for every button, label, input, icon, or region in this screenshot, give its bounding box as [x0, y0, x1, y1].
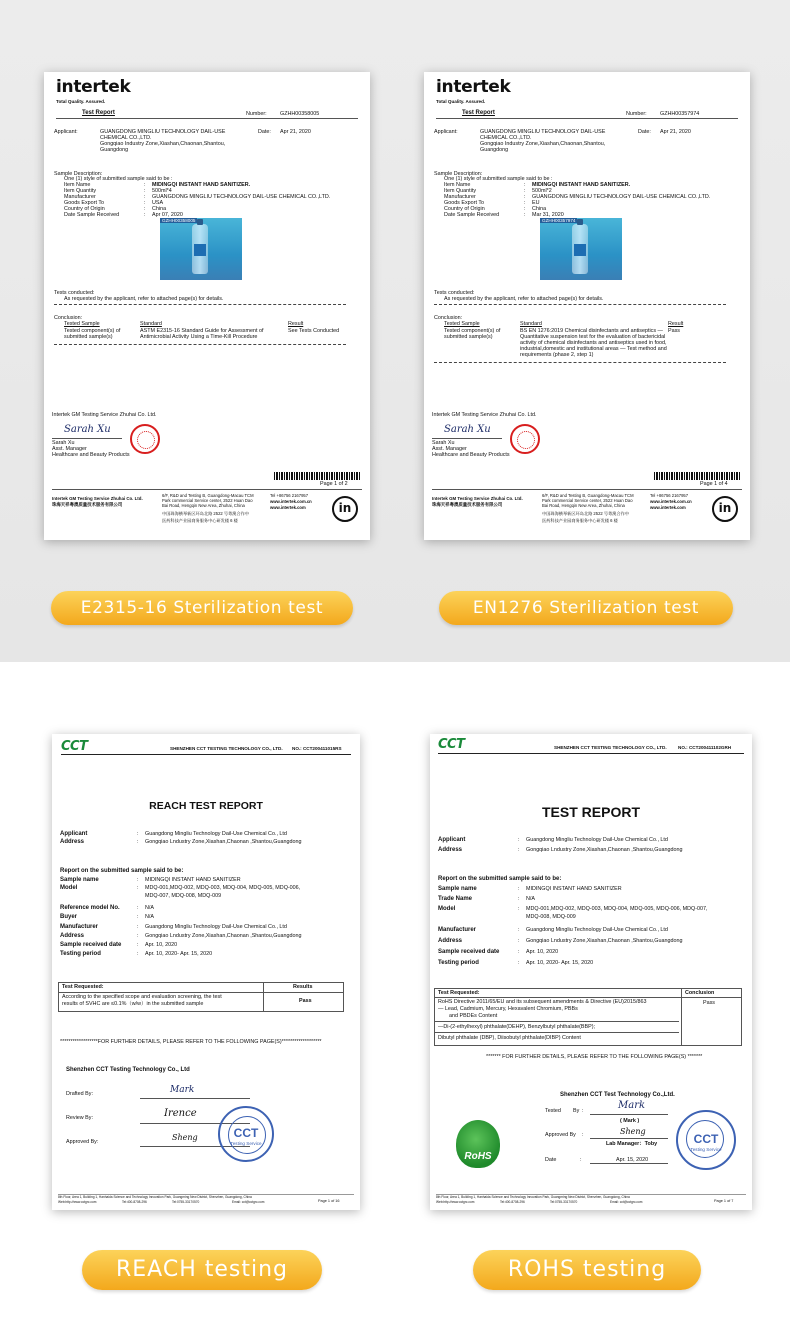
footer-address-1: 6/F, R&D and Testing B, Guangdong-Macau TCM	[542, 493, 634, 498]
report-number: GZHH00358005	[280, 111, 320, 117]
intertek-certificate-1: intertek Total Quality. Assured. Test Report Number: GZHH00358005 Applicant: GUANGDONG MINGLIU TECHNOLOGY DAIL-USE CHEMICAL CO.,LTD. Gongqiao Industry Zone,Xiashan,Chaonan,Shantou, Guangdong Date: Apr 21, 2020 Sample Description: One (1) style of submitted sample said to be : Item Name Item Quantity Manufacturer Goods Export To Country of Origin Date Sample Received : : : : : : MIDINGQI INSTANT HAND SANITIZER. 500ml*4 GUANGDONG MINGLIU TECHNOLOGY DAIL-USE CHEMICAL CO.,LTD. USA China Apr 07, 2020 GZHH00358005 Tests conducted: As requested by the applicant, refer to attached page(s) for details. Conclusion: Tested Sample Standard Result Tested component(s) of submitted sample(s) ASTM E2315-16 Standard Guide for Assessment of Antimicrobial Activity Using a Time-Kill Procedure See Tests Conducted Intertek GM Testing Service Zhuhai Co. Ltd. Sarah Xu Sarah Xu Asst. Manager Healthcare and Beauty Products Page 1 of 2 Intertek GM Testing Service Zhuhai Co. Ltd. 珠海天祥粤澳质量技术服务有限公司 6/F, R&D and Testing B, Guangdong-Macau TCM Park commercial Service center, 2522 Huan Dao Bai Road, Hengqin New Area, Zhuhai, China 中国珠海横琴新区环岛北路 2522 号粤澳合作中 医药科技产业园商务服务中心研发楼 6 楼 Tel +86756 2167957 www.intertek.com.cn www.intertek.com in	[44, 72, 370, 540]
standard-line: industrial,domestic and institutional areas — Test method and	[520, 346, 667, 352]
footer-company: Intertek GM Testing Service Zhuhai Co. Ltd.	[52, 496, 143, 501]
applicant-label: Applicant	[438, 837, 466, 843]
standard-line: requirements (phase 2, step 1)	[520, 352, 594, 358]
export-value: USA	[152, 200, 164, 206]
applicant-line-4: Guangdong	[100, 147, 129, 153]
footer-fax: Tel:0755-33170570	[172, 1200, 200, 1204]
standard-line: Quantitative suspension test for the evaluation of bactericidal	[520, 334, 666, 340]
received-label: Sample received date	[438, 949, 500, 955]
tested-label: Tested	[545, 1108, 561, 1114]
received-label: Date Sample Received	[444, 212, 500, 218]
footer-address-5: 医药科技产业园商务服务中心研发楼 6 楼	[162, 518, 238, 523]
caption-e2315: E2315-16 Sterilization test	[51, 591, 353, 625]
cct-logo: CCT	[438, 737, 465, 752]
review-signature: Irence	[164, 1108, 197, 1119]
col-sample: Tested Sample	[64, 321, 100, 327]
address-label-2: Address	[60, 933, 85, 939]
sample-name-value: MIDINGQI INSTANT HAND SANITIZER	[145, 877, 241, 883]
buyer-value: N/A	[145, 914, 154, 920]
report-number: GZHH00357974	[660, 111, 700, 117]
footer-tel: Tel +86756 2167957	[270, 493, 309, 498]
results-label: Results	[293, 984, 313, 990]
report-title: Test Report	[82, 110, 115, 116]
tests-text: As requested by the applicant, refer to attached page(s) for details.	[444, 296, 604, 302]
model-label: Model	[60, 885, 78, 891]
test-requested-label: Test Requested:	[438, 990, 480, 996]
component-line-1: Tested component(s) of	[444, 328, 501, 334]
test-line-5: Dibutyl phthalate (DBP), Diisobutyl phthalate(DIBP) Content	[438, 1035, 581, 1041]
item-quantity-value: 500ml*4	[152, 188, 172, 194]
address-label: Address	[438, 847, 463, 853]
sample-name-label: Sample name	[60, 877, 99, 883]
buyer-label: Buyer	[60, 914, 78, 920]
red-seal	[510, 424, 540, 454]
number-label: Number:	[626, 111, 647, 117]
applicant-value: Guangdong Mingliu Technology Dail-Use Chemical Co., Ltd	[526, 837, 668, 843]
sample-name-value: MIDINGQI INSTANT HAND SANITIZER	[526, 886, 622, 892]
applicant-line-3: Gongqiao Industry Zone,Xiashan,Chaonan,Shantou,	[480, 141, 606, 147]
item-quantity-label: Item Quantity	[444, 188, 477, 194]
footer-web-cn: www.intertek.com.cn	[650, 499, 692, 504]
standard-line: activity of chemical disinfectants and antiseptics used in food,	[520, 340, 667, 346]
received-label: Sample received date	[60, 942, 122, 948]
footer-tel: Tel:400-8708-296	[500, 1200, 525, 1204]
lab-manager: Lab Manager：Toby	[606, 1141, 658, 1147]
received-value: Apr 07, 2020	[152, 212, 183, 218]
address-label: Address	[60, 839, 85, 845]
applicant-line-1: GUANGDONG MINGLIU TECHNOLOGY DAIL-USE	[100, 129, 226, 135]
scope-line-2: results of SVHC are ≤0.1%（w/w）in the submitted sample	[62, 1001, 204, 1007]
sample-name-label: Sample name	[438, 886, 477, 892]
sample-desc-intro: One (1) style of submitted sample said to be :	[64, 176, 173, 182]
model-value-2: MDQ-007, MDQ-008, MDQ-009	[145, 893, 222, 899]
sample-desc-intro: One (1) style of submitted sample said to be :	[444, 176, 553, 182]
barcode	[274, 472, 360, 480]
seal-text: CCT	[233, 1126, 259, 1140]
signer-title: Asst. Manager	[52, 446, 87, 452]
period-label: Testing period	[438, 960, 479, 966]
service-name: Intertek GM Testing Service Zhuhai Co. Ltd.	[432, 412, 537, 418]
barcode	[654, 472, 740, 480]
item-name-label: Item Name	[64, 182, 91, 188]
standard-line: Antimicrobial Activity Using a Time-Kill Procedure	[140, 334, 258, 340]
intertek-certificate-2: intertek Total Quality. Assured. Test Report Number: GZHH00357974 Applicant: GUANGDONG MINGLIU TECHNOLOGY DAIL-USE CHEMICAL CO.,LTD. Gongqiao Industry Zone,Xiashan,Chaonan,Shantou, Guangdong Date: Apr 21, 2020 Sample Description: One (1) style of submitted sample said to be : Item Name Item Quantity Manufacturer Goods Export To Country of Origin Date Sample Received : : : : : : MIDINGQI INSTANT HAND SANITIZER. 500ml*2 GUANGDONG MINGLIU TECHNOLOGY DAIL-USE CHEMICAL CO.,LTD. EU China Mar 31, 2020 GZHH00357974 Tests conducted: As requested by the applicant, refer to attached page(s) for details. Conclusion: Tested Sample Standard Result Tested component(s) of submitted sample(s) BS EN 1276:2019 Chemical disinfectants and antiseptics — Quantitative suspension test for the evaluation of bactericidal activity of chemical disinfectants and antiseptics used in food, industrial,domestic and institutional areas — Test method and requirements (phase 2, step 1) Pass Intertek GM Testing Service Zhuhai Co. Ltd. Sarah Xu Sarah Xu Asst. Manager Healthcare and Beauty Products Page 1 of 4 Intertek GM Testing Service Zhuhai Co. Ltd. 珠海天祥粤澳质量技术服务有限公司 6/F, R&D and Testing B, Guangdong-Macau TCM Park commercial Service center, 2522 Huan Dao Bai Road, Hengqin New Area, Zhuhai, China 中国珠海横琴新区环岛北路 2522 号粤澳合作中 医药科技产业园商务服务中心研发楼 6 楼 Tel +86756 2167957 www.intertek.com.cn www.intertek.com in	[424, 72, 750, 540]
sample-photo	[540, 218, 622, 280]
seal-subtext: Testing Service	[230, 1141, 262, 1146]
approved-signature: Sheng	[172, 1133, 198, 1142]
period-value: Apr. 10, 2020- Apr. 15, 2020	[526, 960, 594, 966]
ref-label: Reference model No.	[60, 905, 120, 911]
footer-web-cn: www.intertek.com.cn	[270, 499, 312, 504]
applicant-label: Applicant:	[54, 129, 78, 135]
test-line-2: — Lead, Cadmium, Mercury, Hexavalent Chromium, PBBs	[438, 1006, 578, 1012]
footer-company-cn: 珠海天祥粤澳质量技术服务有限公司	[432, 502, 503, 507]
conclusion-table	[434, 988, 742, 1046]
rohs-certificate: CCT SHENZHEN CCT TESTING TECHNOLOGY CO., LTD. NO.: CCT200411102GRH TEST REPORT Applicant Address : : Guangdong Mingliu Technology Dail-Use Chemical Co., Ltd Gongqiao Lndustry Zone,Xiashan,Chaonan ,Shantou,Guangdong Report on the submitted sample said to be: Sample name Trade Name Model Manufacturer Address Sample received date Testing period : : : : : : : MIDINGQI INSTANT HAND SANITIZER N/A MDQ-001,MDQ-002, MDQ-003, MDQ-004, MDQ-005, MDQ-006, MDQ-007, MDQ-008, MDQ-009 Guangdong Mingliu Technology Dail-Use Chemical Co., Ltd Gongqiao Lndustry Zone,Xiashan,Chaonan ,Shantou,Guangdong Apr. 10, 2020 Apr. 10, 2020- Apr. 15, 2020 Test Requested: Conclusion RoHS Directive 2011/65/EU and its subsequent amendments & Directive (EU)2015/863 — Lead, Cadmium, Mercury, Hexavalent Chromium, PBBs and PBDEs Content —Di-(2-ethylhexyl) phthalate(DEHP), Benzylbutyl phthalate(BBP); Dibutyl phthalate (DBP), Diisobutyl phthalate(DIBP) Content Pass ******* FOR FURTHER DETAILS, PLEASE REFER TO THE FOLLOWING PAGE(S) ******* Shenzhen CCT Test Technology Co.,Ltd. Tested By : Mark ( Mark ) Approved By : Sheng Lab Manager：Toby Date : Apr. 15, 2020 RoHS CCT Testing Service 8th Floor, Area 1, Building 1, Hanhaida Science and Technology Innovation Park, Guangming New District, Shenzhen, Guangdong, China Page 1 of 7 Web:http://www.cctgrc.com Tel:400-8708-296 Tel:0755-33170570 Email: cct@cctgrc.com	[430, 734, 752, 1210]
address-value: Gongqiao Lndustry Zone,Xiashan,Chaonan ,Shantou,Guangdong	[145, 839, 302, 845]
date-label: Date:	[258, 129, 271, 135]
report-title: TEST REPORT	[541, 804, 640, 820]
intertek-in-logo: in	[332, 496, 358, 522]
applicant-line-4: Guangdong	[480, 147, 509, 153]
report-number: NO.: CCT200411015RS	[292, 746, 342, 751]
applicant-line-3: Gongqiao Industry Zone,Xiashan,Chaonan,Shantou,	[100, 141, 226, 147]
page-number: Page 1 of 16	[318, 1199, 340, 1203]
reach-certificate: CCT SHENZHEN CCT TESTING TECHNOLOGY CO., LTD. NO.: CCT200411015RS REACH TEST REPORT Applicant Address : : Guangdong Mingliu Technology Dail-Use Chemical Co., Ltd Gongqiao Lndustry Zone,Xiashan,Chaonan ,Shantou,Guangdong Report on the submitted sample said to be: Sample name Model Reference model No. Buyer Manufacturer Address Sample received date Testing period : : : : : : : : MIDINGQI INSTANT HAND SANITIZER MDQ-001,MDQ-002, MDQ-003, MDQ-004, MDQ-005, MDQ-006, MDQ-007, MDQ-008, MDQ-009 N/A N/A Guangdong Mingliu Technology Dail-Use Chemical Co., Ltd Gongqiao Lndustry Zone,Xiashan,Chaonan ,Shantou,Guangdong Apr. 10, 2020 Apr. 10, 2020- Apr. 15, 2020 Test Requested: Results According to the specified scope and evaluation screening, the test results of SVHC are ≤0.1%（w/w）in the submitted sample Pass ******************FOR FURTHER DETAILS, PLEASE REFER TO THE FOLLOWING PAGE(S)******************* Shenzhen CCT Testing Technology Co., Ltd Drafted By: Mark Review By: Irence Approved By: Sheng CCT Testing Service 8th Floor, Area 1, Building 1, Hanhaida Science and Technology Innovation Park, Guangming New District, Shenzhen, Guangdong, China Page 1 of 16 Web:http://www.cctgrc.com Tel:400-8708-296 Tel:0755-33170570 Email: cct@cctgrc.com	[52, 734, 360, 1210]
footer-address-4: 中国珠海横琴新区环岛北路 2522 号粤澳合作中	[162, 511, 250, 516]
applicant-value: Guangdong Mingliu Technology Dail-Use Chemical Co., Ltd	[145, 831, 287, 837]
item-name-value: MIDINGQI INSTANT HAND SANITIZER.	[532, 182, 631, 188]
signer-dept: Healthcare and Beauty Products	[432, 452, 510, 458]
footer-address-2: Park commercial Service center, 2522 Huan Dao	[542, 498, 633, 503]
period-label: Testing period	[60, 951, 101, 957]
manufacturer-label: Manufacturer	[64, 194, 96, 200]
footer-address-5: 医药科技产业园商务服务中心研发楼 6 楼	[542, 518, 618, 523]
page-number: Page 1 of 4	[700, 481, 728, 487]
review-label: Review By:	[66, 1115, 93, 1121]
address-value: Gongqiao Lndustry Zone,Xiashan,Chaonan ,Shantou,Guangdong	[526, 847, 683, 853]
col-standard: Standard	[520, 321, 542, 327]
cct-seal	[218, 1106, 274, 1162]
origin-label: Country of Origin	[444, 206, 485, 212]
footer-email: Email: cct@cctgrc.com	[610, 1200, 643, 1204]
col-standard: Standard	[140, 321, 162, 327]
col-sample: Tested Sample	[444, 321, 480, 327]
manufacturer-value: Guangdong Mingliu Technology Dail-Use Chemical Co., Ltd	[526, 927, 668, 933]
test-line-1: RoHS Directive 2011/65/EU and its subsequent amendments & Directive (EU)2015/863	[438, 999, 647, 1005]
export-value: EU	[532, 200, 540, 206]
applicant-label: Applicant	[60, 831, 88, 837]
address-value-2: Gongqiao Lndustry Zone,Xiashan,Chaonan ,Shantou,Guangdong	[145, 933, 302, 939]
manufacturer-value: GUANGDONG MINGLIU TECHNOLOGY DAIL-USE CHEMICAL CO.,LTD.	[152, 194, 331, 200]
test-requested-label: Test Requested:	[62, 984, 104, 990]
received-value: Apr. 10, 2020	[145, 942, 178, 948]
footer-tel: Tel +86756 2167957	[650, 493, 689, 498]
intertek-tagline: Total Quality. Assured.	[56, 99, 106, 104]
trade-name-value: N/A	[526, 896, 535, 902]
manufacturer-label: Manufacturer	[444, 194, 476, 200]
standard-line: ASTM E2315-16 Standard Guide for Assessment of	[140, 328, 264, 334]
company-header: SHENZHEN CCT TESTING TECHNOLOGY CO., LTD.	[170, 746, 283, 751]
report-title: Test Report	[462, 110, 495, 116]
conclusion-label: Conclusion	[685, 990, 715, 996]
number-label: Number:	[246, 111, 267, 117]
signature: Sarah Xu	[444, 424, 491, 435]
page-number: Page 1 of 2	[320, 481, 348, 487]
conclusion-title: Conclusion:	[434, 315, 463, 321]
standard-line: BS EN 1276:2019 Chemical disinfectants and antiseptics —	[520, 328, 663, 334]
item-name-value: MIDINGQI INSTANT HAND SANITIZER.	[152, 182, 251, 188]
component-line-2: submitted sample(s)	[444, 334, 493, 340]
seal-text: CCT	[693, 1132, 719, 1146]
tested-by-label: By	[573, 1108, 580, 1114]
signer-dept: Healthcare and Beauty Products	[52, 452, 130, 458]
test-line-3: and PBDEs Content	[449, 1013, 498, 1019]
intertek-tagline: Total Quality. Assured.	[436, 99, 486, 104]
trade-name-label: Trade Name	[438, 896, 473, 902]
origin-label: Country of Origin	[64, 206, 105, 212]
footer-address: 8th Floor, Area 1, Building 1, Hanhaida Science and Technology Innovation Park, Guangming New District, Shenzhen, Guangdong, China	[58, 1195, 252, 1199]
approved-signature: Sheng	[620, 1127, 646, 1136]
drafted-label: Drafted By:	[66, 1091, 93, 1097]
date-label: Date	[545, 1157, 557, 1163]
footer-web: www.intertek.com	[650, 505, 686, 510]
rohs-logo	[456, 1120, 500, 1168]
model-value-1: MDQ-001,MDQ-002, MDQ-003, MDQ-004, MDQ-005, MDQ-006,	[145, 885, 301, 891]
cct-logo: CCT	[61, 739, 88, 754]
footer-web: www.intertek.com	[270, 505, 306, 510]
cct-seal	[676, 1110, 736, 1170]
origin-value: China	[532, 206, 547, 212]
ref-value: N/A	[145, 905, 154, 911]
result-value: Pass	[668, 328, 680, 334]
caption-en1276: EN1276 Sterilization test	[439, 591, 733, 625]
footer-address-2: Park commercial Service center, 2522 Huan Dao	[162, 498, 253, 503]
page-number: Page 1 of 7	[714, 1199, 734, 1203]
signer-name: Sarah Xu	[52, 440, 75, 446]
approved-label: Approved By:	[66, 1139, 99, 1145]
model-label: Model	[438, 906, 456, 912]
export-label: Goods Export To	[444, 200, 485, 206]
service-name: Intertek GM Testing Service Zhuhai Co. Ltd.	[52, 412, 157, 418]
footer-address-1: 6/F, R&D and Testing B, Guangdong-Macau TCM	[162, 493, 254, 498]
result-pass: Pass	[299, 998, 312, 1004]
result-pass: Pass	[703, 1000, 715, 1006]
item-quantity-label: Item Quantity	[64, 188, 97, 194]
manufacturer-label: Manufacturer	[60, 924, 99, 930]
address-label-2: Address	[438, 938, 463, 944]
result-value: See Tests Conducted	[288, 328, 340, 334]
applicant-label: Applicant:	[434, 129, 458, 135]
company-sign: Shenzhen CCT Testing Technology Co., Ltd	[66, 1067, 190, 1073]
report-number: NO.: CCT200411102GRH	[678, 745, 732, 750]
model-value-1: MDQ-001,MDQ-002, MDQ-003, MDQ-004, MDQ-005, MDQ-006, MDQ-007,	[526, 906, 708, 912]
sample-photo	[160, 218, 242, 280]
approved-label: Approved By	[545, 1132, 576, 1138]
footer-company-cn: 珠海天祥粤澳质量技术服务有限公司	[52, 502, 123, 507]
company-header: SHENZHEN CCT TESTING TECHNOLOGY CO., LTD.	[554, 745, 667, 750]
seal-subtext: Testing Service	[690, 1147, 722, 1152]
manufacturer-label: Manufacturer	[438, 927, 477, 933]
footer-address: 8th Floor, Area 1, Building 1, Hanhaida Science and Technology Innovation Park, Guangming New District, Shenzhen, Guangdong, China	[436, 1195, 630, 1199]
date-value: Apr. 15, 2020	[616, 1157, 649, 1163]
date-value: Apr 21, 2020	[280, 129, 311, 135]
tests-title: Tests conducted:	[434, 290, 475, 296]
applicant-line-1: GUANGDONG MINGLIU TECHNOLOGY DAIL-USE	[480, 129, 606, 135]
tested-signature: Mark	[618, 1100, 646, 1111]
report-on-label: Report on the submitted sample said to be:	[438, 876, 562, 882]
export-label: Goods Export To	[64, 200, 105, 206]
red-seal	[130, 424, 160, 454]
footer-web: Web:http://www.cctgrc.com	[58, 1200, 97, 1204]
further-details: ******************FOR FURTHER DETAILS, PLEASE REFER TO THE FOLLOWING PAGE(S)*******************	[60, 1039, 322, 1045]
footer-fax: Tel:0755-33170570	[550, 1200, 578, 1204]
further-details: ******* FOR FURTHER DETAILS, PLEASE REFER TO THE FOLLOWING PAGE(S) *******	[486, 1054, 703, 1060]
results-table	[58, 982, 344, 1012]
report-on-label: Report on the submitted sample said to be:	[60, 868, 184, 874]
footer-address-4: 中国珠海横琴新区环岛北路 2522 号粤澳合作中	[542, 511, 630, 516]
footer-email: Email: cct@cctgrc.com	[232, 1200, 265, 1204]
footer-address-3: Bai Road, Hengqin New Area, Zhuhai, China	[162, 503, 245, 508]
sample-desc-title: Sample Description:	[54, 171, 103, 177]
caption-reach: REACH testing	[82, 1250, 322, 1290]
signer-title: Asst. Manager	[432, 446, 467, 452]
applicant-line-2: CHEMICAL CO.,LTD.	[100, 135, 152, 141]
caption-rohs: ROHS testing	[473, 1250, 701, 1290]
company-sign: Shenzhen CCT Test Technology Co.,Ltd.	[560, 1092, 675, 1098]
item-name-label: Item Name	[444, 182, 471, 188]
col-result: Result	[668, 321, 684, 327]
intertek-logo: intertek	[436, 77, 511, 97]
sample-photo-tag: GZHH00358005	[162, 218, 196, 223]
footer-company: Intertek GM Testing Service Zhuhai Co. Ltd.	[432, 496, 523, 501]
tests-text: As requested by the applicant, refer to attached page(s) for details.	[64, 296, 224, 302]
report-title: REACH TEST REPORT	[149, 800, 263, 812]
received-label: Date Sample Received	[64, 212, 120, 218]
drafted-signature: Mark	[170, 1085, 195, 1095]
test-line-4: —Di-(2-ethylhexyl) phthalate(DEHP), Benzylbutyl phthalate(BBP);	[438, 1024, 595, 1030]
signer-name: Sarah Xu	[432, 440, 455, 446]
col-result: Result	[288, 321, 304, 327]
intertek-logo: intertek	[56, 77, 131, 97]
address-value-2: Gongqiao Lndustry Zone,Xiashan,Chaonan ,Shantou,Guangdong	[526, 938, 683, 944]
tests-title: Tests conducted:	[54, 290, 95, 296]
item-quantity-value: 500ml*2	[532, 188, 552, 194]
rohs-logo-text: RoHS	[464, 1151, 492, 1163]
component-line-1: Tested component(s) of	[64, 328, 121, 334]
applicant-line-2: CHEMICAL CO.,LTD.	[480, 135, 532, 141]
footer-web: Web:http://www.cctgrc.com	[436, 1200, 475, 1204]
manufacturer-value: GUANGDONG MINGLIU TECHNOLOGY DAIL-USE CHEMICAL CO.,LTD.	[532, 194, 711, 200]
sample-photo-tag: GZHH00357974	[542, 218, 576, 223]
received-value: Mar 31, 2020	[532, 212, 564, 218]
footer-address-3: Bai Road, Hengqin New Area, Zhuhai, China	[542, 503, 625, 508]
period-value: Apr. 10, 2020- Apr. 15, 2020	[145, 951, 213, 957]
received-value: Apr. 10, 2020	[526, 949, 559, 955]
intertek-in-logo: in	[712, 496, 738, 522]
tested-name: ( Mark )	[620, 1118, 640, 1124]
scope-line-1: According to the specified scope and evaluation screening, the test	[62, 994, 222, 1000]
manufacturer-value: Guangdong Mingliu Technology Dail-Use Chemical Co., Ltd	[145, 924, 287, 930]
date-label: Date:	[638, 129, 651, 135]
conclusion-title: Conclusion:	[54, 315, 83, 321]
sample-desc-title: Sample Description:	[434, 171, 483, 177]
origin-value: China	[152, 206, 167, 212]
footer-tel: Tel:400-8708-296	[122, 1200, 147, 1204]
component-line-2: submitted sample(s)	[64, 334, 113, 340]
model-value-2: MDQ-008, MDQ-009	[526, 914, 576, 920]
signature: Sarah Xu	[64, 424, 111, 435]
date-value: Apr 21, 2020	[660, 129, 691, 135]
